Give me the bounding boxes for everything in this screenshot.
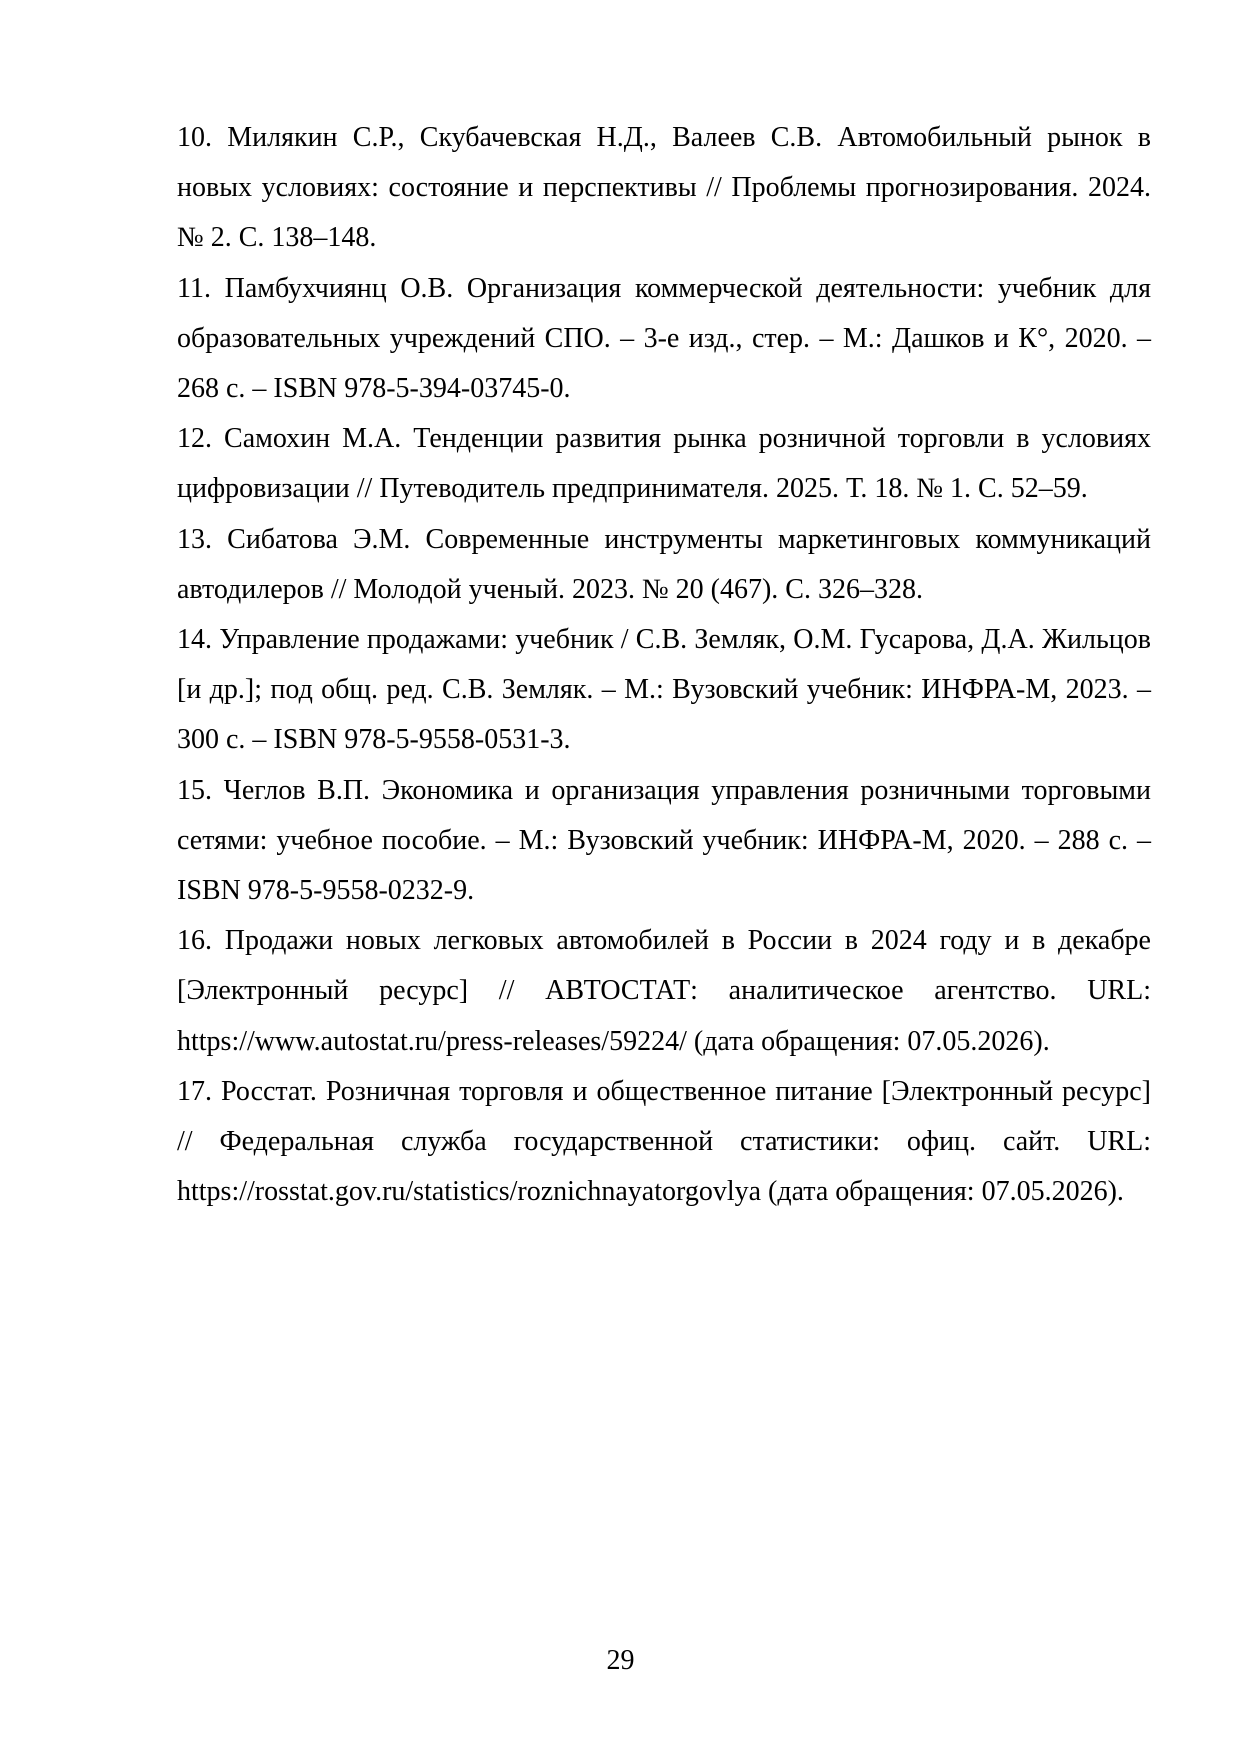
reference-entry-13: 13. Сибатова Э.М. Современные инструменты маркетинговых коммуникаций автодилеров // Молодой ученый. 2023. № 20 (467). С. 326–328. [177,523,1151,605]
reference-entry-10: 10. Милякин С.Р., Скубачевская Н.Д., Валеев С.В. Автомобильный рынок в новых условиях: состояние и перспективы // Проблемы прогнозирования. 2024. № 2. С. 138–148. [177,122,1151,254]
reference-entry-11: 11. Памбухчиянц О.В. Организация коммерческой деятельности: учебник для образовательных учреждений СПО. – 3-е изд., стер. – М.: Дашков и К°, 2020. – 268 с. – ISBN 978-5-394-03745-0. [177,272,1151,405]
page-number: 29 [606,1645,635,1676]
reference-entry-15: 15. Чеглов В.П. Экономика и организация управления розничными торговыми сетями: учебное пособие. – М.: Вузовский учебник: ИНФРА-М, 2020. – 288 с. – ISBN 978-5-9558-0232-9. [177,774,1151,907]
reference-entry-16: 16. Продажи новых легковых автомобилей в России в 2024 году и в декабре [Электронный ресурс] // АВТОСТАТ: аналитическое агентство. URL: https://www.autostat.ru/press-releases/59224/ (дата обращения: 07.05.2026). [177,925,1151,1057]
reference-list [177,113,1151,1217]
reference-entry-14: 14. Управление продажами: учебник / С.В. Земляк, О.М. Гусарова, Д.А. Жильцов [и др.]; под общ. ред. С.В. Земляк. – М.: Вузовский учебник: ИНФРА-М, 2023. – 300 с. – ISBN 978-5-9558-0531-3. [177,624,1151,756]
reference-entry-17: 17. Росстат. Розничная торговля и общественное питание [Электронный ресурс] // Федеральная служба государственной статистики: офиц. сайт. URL: https://rosstat.gov.ru/statistics/roznichnayatorgovlya (дата обращения: 07.05.2026). [177,1075,1151,1208]
reference-entry-12: 12. Самохин М.А. Тенденции развития рынка розничной торговли в условиях цифровизации // Путеводитель предпринимателя. 2025. Т. 18. № 1. С. 52–59. [177,423,1151,505]
